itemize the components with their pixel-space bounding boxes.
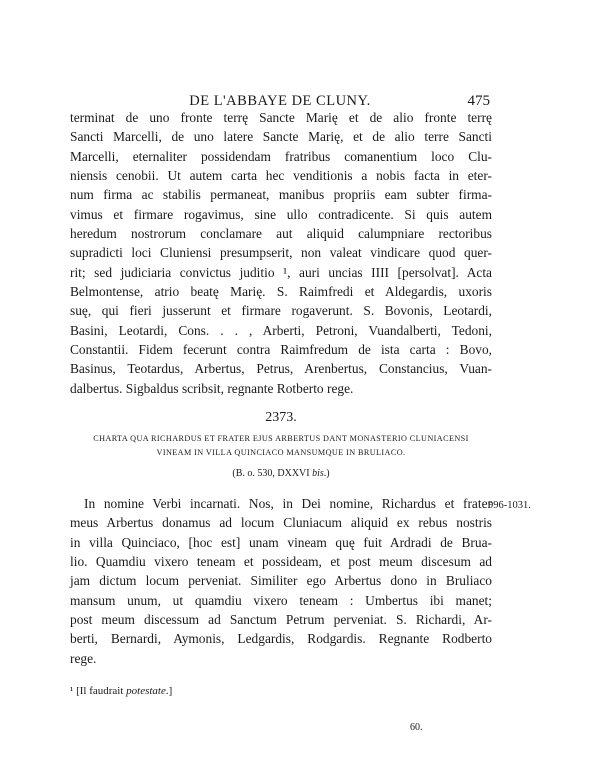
text-line: Constantii. Fidem fecerunt contra Raimfredum de ista carta : Bovo, xyxy=(70,342,492,358)
text-line: Basini, Leotardi, Cons. . . , Arberti, Petroni, Vuandalberti, Tedoni, xyxy=(70,322,492,338)
text-line: jam dictum locum perveniat. Similiter ego Arbertus dono in Bruliaco xyxy=(70,573,492,589)
charter-title xyxy=(70,432,492,460)
running-title: DE L'ABBAYE DE CLUNY. xyxy=(189,93,371,109)
text-line: Marcelli, eternaliter possidendam fratribus comanentium loco Clu- xyxy=(70,148,492,164)
text-line: vimus et firmare rogavimus, sine ullo contradicente. Si quis autem xyxy=(70,206,492,222)
text-line: rege. xyxy=(70,650,97,666)
charter-title-line: CHARTA QUA RICHARDUS ET FRATER EJUS ARBERTUS DANT MONASTERIO CLUNIACENSI xyxy=(93,434,469,443)
text-line: mansum unum, ut quamdiu vixero teneam : Umbertus ibi manet; xyxy=(70,592,492,608)
charter-source-reference xyxy=(70,468,492,479)
source-prefix: (B. o. 530, DXXVI xyxy=(232,468,313,479)
text-line: Basinus, Teotardus, Arbertus, Petrus, Arenbertus, Constancius, Vuan- xyxy=(70,361,492,377)
footnote-prefix: [Il faudrait xyxy=(76,685,127,697)
footnote-italic: potestate xyxy=(126,685,166,697)
source-suffix: .) xyxy=(323,468,330,479)
charter-title-line: VINEAM IN VILLA QUINCIACO MANSUMQUE IN BRULIACO. xyxy=(156,448,406,457)
text-line: In nomine Verbi incarnati. Nos, in Dei nomine, Richardus et frater xyxy=(84,496,492,511)
margin-date: 996-1031. xyxy=(488,500,531,511)
footnote-suffix: .] xyxy=(165,685,173,697)
text-line: heredum nostrorum conclamare aut aliquid calumpniare rectoribus xyxy=(70,226,492,242)
signature-mark: 60. xyxy=(410,722,423,733)
text-line: post meum discessum ad Sanctum Petrum perveniat. S. Richardi, Ar- xyxy=(70,612,492,628)
text-block-charter-2373 xyxy=(70,494,492,668)
text-line: dalbertus. Sigbaldus scribsit, regnante Rotberto rege. xyxy=(70,380,354,396)
text-line: meus Arbertus donamus ad locum Cluniacum aliquid ex rebus nostris xyxy=(70,515,492,531)
text-line: niensis cenobii. Ut autem carta hec venditionis a nobis facta in eter- xyxy=(70,168,492,184)
text-line: supradicti loci Cluniensi presumpserit, non valeat vindicare quod quer- xyxy=(70,245,492,261)
charter-number: 2373. xyxy=(265,410,297,425)
text-line: suę, qui fieri jusserunt et firmare rogaverunt. S. Bovonis, Leotardi, xyxy=(70,303,492,319)
text-line: Belmontense, atrio beatę Marię. S. Raimfredi et Aldegardis, uxoris xyxy=(70,284,492,300)
footnote xyxy=(70,685,172,697)
text-line: terminat de uno fronte terrę Sancte Marię et de alio fronte terrę xyxy=(70,110,492,125)
text-line: Sancti Marcelli, de uno latere Sancte Marię, et de alio terre Sancti xyxy=(70,129,492,145)
text-line: num firma ac stabilis permaneat, manibus propriis eam subter firma- xyxy=(70,187,492,203)
text-line: rit; sed judiciaria convictus juditio ¹, auri uncias IIII [persolvat]. Acta xyxy=(70,264,492,280)
text-line: in villa Quinciaco, [hoc est] unam vineam quę fuit Ardradi de Brua- xyxy=(70,534,492,550)
source-italic: bis xyxy=(312,468,324,479)
text-block-continued-charter xyxy=(70,108,492,398)
text-line: berti, Bernardi, Aymonis, Ledgardis, Rodgardis. Regnante Rodberto xyxy=(70,631,492,647)
footnote-marker: ¹ xyxy=(70,685,74,697)
text-line: lio. Quamdiu vixero teneam et possideam, et post meum discesum ad xyxy=(70,554,492,570)
page-number: 475 xyxy=(467,93,490,109)
